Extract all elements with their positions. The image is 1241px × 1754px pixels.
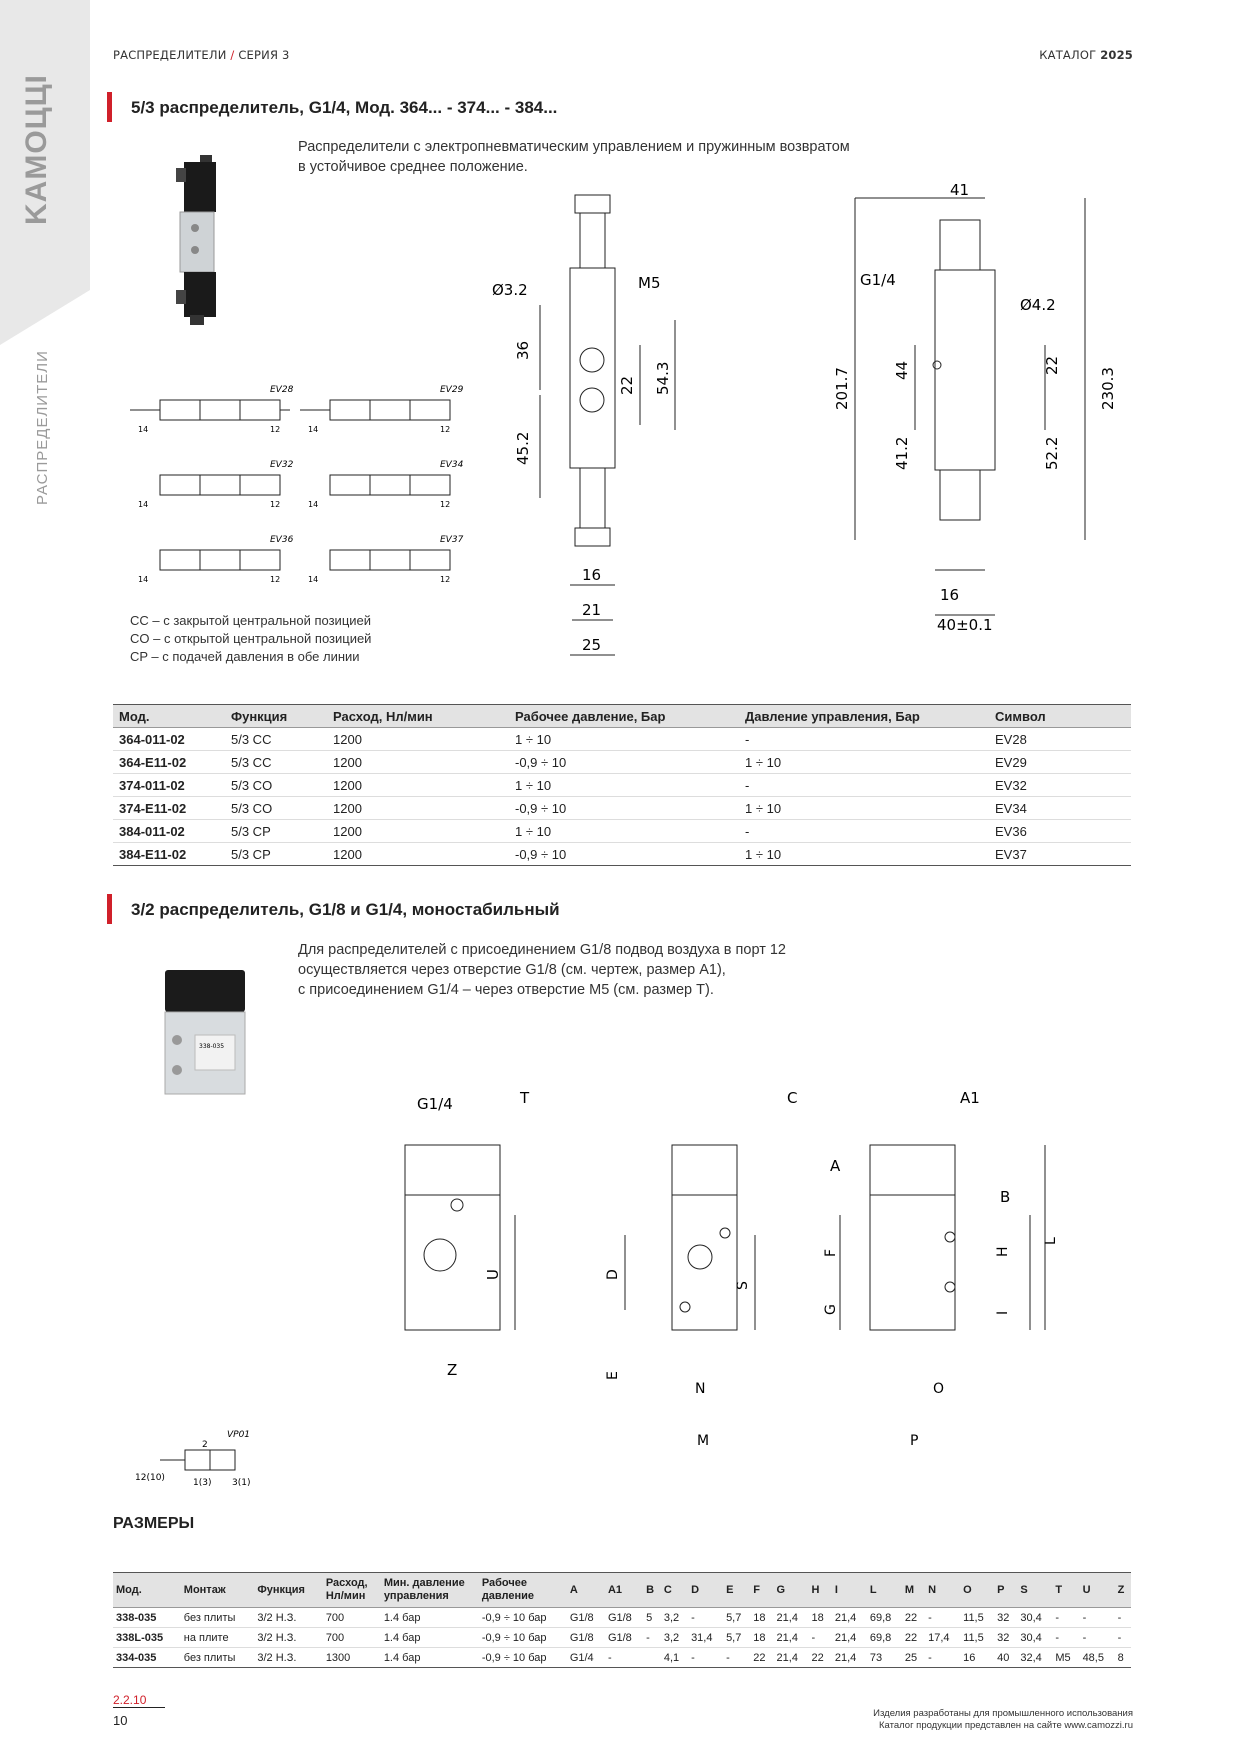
symbol-code: EV36 <box>270 535 294 545</box>
cell: 3/2 Н.З. <box>254 1628 322 1648</box>
page-number: 10 <box>113 1713 128 1728</box>
svg-text:12: 12 <box>270 425 281 434</box>
cell: 69,8 <box>867 1608 902 1628</box>
symbol-code: VP01 <box>227 1430 251 1440</box>
cell: EV29 <box>989 751 1131 774</box>
cell: -0,9 ÷ 10 бар <box>479 1608 567 1628</box>
symbol-code: EV28 <box>270 385 294 395</box>
svg-text:12: 12 <box>270 575 281 584</box>
column-header: Мод. <box>113 705 225 728</box>
cell: 22 <box>750 1648 773 1668</box>
table-header-row <box>113 1573 1131 1608</box>
column-header: A1 <box>605 1573 643 1608</box>
column-header: H <box>809 1573 832 1608</box>
dim-label: 41 <box>950 181 970 199</box>
cell: 11,5 <box>960 1608 994 1628</box>
cell: - <box>1115 1628 1131 1648</box>
cell: - <box>1080 1608 1115 1628</box>
symbol-ev36 <box>138 535 294 584</box>
svg-text:14: 14 <box>308 575 319 584</box>
cell: - <box>739 728 989 751</box>
cell: 1 ÷ 10 <box>509 774 739 797</box>
dim-label: E <box>605 1371 621 1380</box>
svg-text:14: 14 <box>308 500 319 509</box>
cell: 364-011-02 <box>113 728 225 751</box>
cell: - <box>688 1608 723 1628</box>
cell: 17,4 <box>925 1628 960 1648</box>
column-header: T <box>1052 1573 1079 1608</box>
spec-table-53 <box>113 704 1131 866</box>
cell: 5/3 CO <box>225 774 327 797</box>
svg-text:12: 12 <box>440 575 451 584</box>
dim-label: D <box>605 1269 621 1280</box>
sidebar-section-label: РАСПРЕДЕЛИТЕЛИ <box>34 350 51 505</box>
dim-label: 22 <box>1043 355 1061 375</box>
cell: 30,4 <box>1017 1628 1052 1648</box>
cell: 32 <box>994 1608 1017 1628</box>
technical-drawing-32 <box>395 1085 1075 1449</box>
cell: 5,7 <box>723 1628 750 1648</box>
cell: 3/2 Н.З. <box>254 1648 322 1668</box>
column-header: M <box>902 1573 925 1608</box>
cell: 3/2 Н.З. <box>254 1608 322 1628</box>
dim-label: S <box>735 1281 751 1290</box>
cell: 18 <box>750 1628 773 1648</box>
cell: -0,9 ÷ 10 бар <box>479 1628 567 1648</box>
cell: 22 <box>809 1648 832 1668</box>
legend <box>130 612 371 666</box>
legend-item: CC – с закрытой центральной позицией <box>130 613 372 628</box>
dim-label: Ø3.2 <box>492 281 528 299</box>
symbol-ev28 <box>130 385 294 434</box>
table-row <box>113 1648 1131 1668</box>
desc-line: осуществляется через отверстие G1/8 (см. чертеж, размер A1), <box>298 962 726 978</box>
cell: 5 <box>643 1608 661 1628</box>
cell: 1200 <box>327 751 509 774</box>
catalog-year: 2025 <box>1100 48 1133 62</box>
cell: 1200 <box>327 843 509 866</box>
port-label: 1(3) <box>193 1478 212 1488</box>
cell: 4,1 <box>661 1648 688 1668</box>
column-header: Рабочее давление <box>479 1573 567 1608</box>
cell: 18 <box>750 1608 773 1628</box>
cell: 21,4 <box>832 1648 867 1668</box>
column-header: Функция <box>254 1573 322 1608</box>
symbol-ev37 <box>308 535 464 584</box>
section2-title: 3/2 распределитель, G1/8 и G1/4, моностабильный <box>131 900 560 919</box>
cell: 1 ÷ 10 <box>739 751 989 774</box>
cell: 32,4 <box>1017 1648 1052 1668</box>
cell: 5/3 CP <box>225 843 327 866</box>
symbol-code: EV37 <box>440 535 464 545</box>
section-number: 2.2.10 <box>113 1693 165 1708</box>
table-header-row <box>113 705 1131 728</box>
cell: 384-E11-02 <box>113 843 225 866</box>
cell: 1300 <box>323 1648 381 1668</box>
cell: 40 <box>994 1648 1017 1668</box>
cell: 18 <box>809 1608 832 1628</box>
breadcrumb-section: РАСПРЕДЕЛИТЕЛИ <box>113 48 227 62</box>
cell: 334-035 <box>113 1648 181 1668</box>
cell: на плите <box>181 1628 255 1648</box>
column-header: Расход, Нл/мин <box>327 705 509 728</box>
cell: 5/3 CO <box>225 797 327 820</box>
cell: - <box>1052 1608 1079 1628</box>
cell: EV28 <box>989 728 1131 751</box>
column-header: B <box>643 1573 661 1608</box>
dim-label: C <box>787 1089 798 1107</box>
cell: -0,9 ÷ 10 бар <box>479 1648 567 1668</box>
cell: 21,4 <box>832 1628 867 1648</box>
dim-label: 44 <box>893 360 911 380</box>
column-header: G <box>774 1573 809 1608</box>
dim-label: N <box>695 1381 706 1397</box>
breadcrumb-separator: / <box>230 48 235 62</box>
column-header: Мин. давление управления <box>381 1573 479 1608</box>
dim-label: 54.3 <box>654 361 672 395</box>
port-label: 12(10) <box>135 1473 165 1483</box>
cell: 21,4 <box>774 1608 809 1628</box>
column-header: Мод. <box>113 1573 181 1608</box>
cell: - <box>643 1628 661 1648</box>
dim-label: O <box>933 1381 945 1397</box>
column-header: A <box>567 1573 605 1608</box>
symbol-ev29 <box>300 385 464 434</box>
cell: 384-011-02 <box>113 820 225 843</box>
dim-label: P <box>910 1433 919 1449</box>
cell: G1/8 <box>605 1608 643 1628</box>
desc-line: с присоединением G1/4 – через отверстие M5 (см. размер T). <box>298 982 714 998</box>
dim-label: A <box>830 1157 841 1175</box>
cell: 3,2 <box>661 1628 688 1648</box>
cell: 338L-035 <box>113 1628 181 1648</box>
sizes-heading: РАЗМЕРЫ <box>113 1515 195 1532</box>
column-header: L <box>867 1573 902 1608</box>
dim-label: F <box>823 1248 839 1257</box>
dim-label: G1/4 <box>417 1095 453 1113</box>
svg-text:12: 12 <box>270 500 281 509</box>
cell: 11,5 <box>960 1628 994 1648</box>
cell: EV37 <box>989 843 1131 866</box>
cell: - <box>688 1648 723 1668</box>
cell: - <box>925 1648 960 1668</box>
cell: 1 ÷ 10 <box>509 728 739 751</box>
column-header: N <box>925 1573 960 1608</box>
section2-redbar <box>107 894 112 924</box>
cell: G1/8 <box>567 1628 605 1648</box>
column-header: S <box>1017 1573 1052 1608</box>
dim-label: Ø4.2 <box>1020 296 1056 314</box>
sidebar-triangle <box>0 290 90 345</box>
section1-title: 5/3 распределитель, G1/4, Мод. 364... - 374... - 384... <box>131 98 558 117</box>
symbol-code: EV29 <box>440 385 464 395</box>
svg-text:14: 14 <box>308 425 319 434</box>
column-header: F <box>750 1573 773 1608</box>
cell: 1200 <box>327 728 509 751</box>
cell: G1/8 <box>605 1628 643 1648</box>
dim-label: G1/4 <box>860 271 896 289</box>
port-label: 3(1) <box>232 1478 251 1488</box>
cell: 374-011-02 <box>113 774 225 797</box>
cell: - <box>809 1628 832 1648</box>
table-row <box>113 1608 1131 1628</box>
dim-label: 45.2 <box>514 431 532 465</box>
cell: - <box>739 774 989 797</box>
section1-redbar <box>107 92 112 122</box>
dim-label: H <box>995 1246 1011 1257</box>
section1-description <box>298 137 850 177</box>
product-photo-valve <box>170 150 250 330</box>
dim-label: 230.3 <box>1099 367 1117 410</box>
cell: 21,4 <box>774 1648 809 1668</box>
cell: - <box>723 1648 750 1668</box>
cell: - <box>925 1608 960 1628</box>
dim-label: 21 <box>582 601 602 619</box>
column-header: Рабочее давление, Бар <box>509 705 739 728</box>
dim-label: 52.2 <box>1043 436 1061 470</box>
cell: 69,8 <box>867 1628 902 1648</box>
cell: - <box>739 820 989 843</box>
dim-label: G <box>823 1304 839 1315</box>
dim-label: 36 <box>514 340 532 360</box>
pneumatic-symbols <box>120 370 464 600</box>
product-label: 338-035 <box>199 1043 225 1050</box>
breadcrumb <box>113 48 290 62</box>
desc-line: Распределители с электропневматическим управлением и пружинным возвратом <box>298 139 850 155</box>
table-row <box>113 751 1131 774</box>
table-row <box>113 774 1131 797</box>
cell: -0,9 ÷ 10 <box>509 751 739 774</box>
cell: 1200 <box>327 820 509 843</box>
dim-label: 16 <box>582 566 602 584</box>
cell: 1.4 бар <box>381 1608 479 1628</box>
desc-line: Для распределителей с присоединением G1/8 подвод воздуха в порт 12 <box>298 942 786 958</box>
cell: EV34 <box>989 797 1131 820</box>
column-header: Символ <box>989 705 1131 728</box>
port-label: 2 <box>202 1440 208 1450</box>
cell: -0,9 ÷ 10 <box>509 843 739 866</box>
dim-label: 41.2 <box>893 436 911 470</box>
cell: 16 <box>960 1648 994 1668</box>
cell: 30,4 <box>1017 1608 1052 1628</box>
cell: 1200 <box>327 774 509 797</box>
cell: 1.4 бар <box>381 1648 479 1668</box>
cell: - <box>1115 1608 1131 1628</box>
table-row <box>113 728 1131 751</box>
cell <box>643 1648 661 1668</box>
desc-line: в устойчивое среднее положение. <box>298 159 528 175</box>
legend-item: CO – с открытой центральной позицией <box>130 631 372 646</box>
cell: 5,7 <box>723 1608 750 1628</box>
product-photo-32-valve <box>150 960 260 1100</box>
column-header: P <box>994 1573 1017 1608</box>
cell: 31,4 <box>688 1628 723 1648</box>
cell: G1/4 <box>567 1648 605 1668</box>
catalog-text: КАТАЛОГ <box>1039 48 1097 62</box>
cell: 32 <box>994 1628 1017 1648</box>
cell: G1/8 <box>567 1608 605 1628</box>
table-row <box>113 1628 1131 1648</box>
technical-drawing-front <box>480 180 700 660</box>
cell: -0,9 ÷ 10 <box>509 797 739 820</box>
footer-line: Изделия разработаны для промышленного использования <box>873 1708 1133 1719</box>
column-header: E <box>723 1573 750 1608</box>
symbol-code: EV34 <box>440 460 464 470</box>
svg-text:12: 12 <box>440 500 451 509</box>
cell: - <box>605 1648 643 1668</box>
cell: 1200 <box>327 797 509 820</box>
svg-text:14: 14 <box>138 575 149 584</box>
cell: 1 ÷ 10 <box>739 797 989 820</box>
column-header: I <box>832 1573 867 1608</box>
column-header: D <box>688 1573 723 1608</box>
cell: EV32 <box>989 774 1131 797</box>
dim-label: 25 <box>582 636 602 654</box>
cell: 700 <box>323 1608 381 1628</box>
breadcrumb-series: СЕРИЯ 3 <box>238 48 290 62</box>
cell: 25 <box>902 1648 925 1668</box>
table-row <box>113 820 1131 843</box>
cell: 5/3 CC <box>225 751 327 774</box>
cell: EV36 <box>989 820 1131 843</box>
dim-label: 201.7 <box>833 367 851 410</box>
legend-item: CP – с подачей давления в обе линии <box>130 649 360 664</box>
cell: 3,2 <box>661 1608 688 1628</box>
cell: 21,4 <box>774 1628 809 1648</box>
dim-label: T <box>520 1089 530 1107</box>
symbol-code: EV32 <box>270 460 294 470</box>
cell: 1 ÷ 10 <box>509 820 739 843</box>
cell: 700 <box>323 1628 381 1648</box>
column-header: U <box>1080 1573 1115 1608</box>
cell: 5/3 CC <box>225 728 327 751</box>
cell: M5 <box>1052 1648 1079 1668</box>
svg-text:14: 14 <box>138 425 149 434</box>
dim-label: 16 <box>940 586 960 604</box>
cell: 364-E11-02 <box>113 751 225 774</box>
column-header: O <box>960 1573 994 1608</box>
cell: 22 <box>902 1628 925 1648</box>
table-row <box>113 797 1131 820</box>
cell: 5/3 CP <box>225 820 327 843</box>
dim-label: 40±0.1 <box>937 616 993 634</box>
cell: 73 <box>867 1648 902 1668</box>
cell: 338-035 <box>113 1608 181 1628</box>
sizes-table <box>113 1572 1131 1668</box>
dim-label: I <box>995 1310 1011 1315</box>
column-header: Функция <box>225 705 327 728</box>
column-header: Давление управления, Бар <box>739 705 989 728</box>
svg-text:12: 12 <box>440 425 451 434</box>
cell: 1 ÷ 10 <box>739 843 989 866</box>
footer-note <box>873 1708 1133 1732</box>
cell: без плиты <box>181 1648 255 1668</box>
column-header: C <box>661 1573 688 1608</box>
column-header: Монтаж <box>181 1573 255 1608</box>
cell: 8 <box>1115 1648 1131 1668</box>
dim-label: U <box>484 1269 502 1280</box>
section2-description <box>298 940 786 1000</box>
dim-label: 22 <box>618 375 636 395</box>
symbol-ev34 <box>308 460 464 509</box>
cell: 21,4 <box>832 1608 867 1628</box>
brand-logo: KAMOЦЦI <box>20 74 53 225</box>
dim-label: L <box>1043 1237 1059 1245</box>
cell: без плиты <box>181 1608 255 1628</box>
dim-label: A1 <box>960 1089 980 1107</box>
technical-drawing-side <box>825 180 1145 650</box>
cell: 48,5 <box>1080 1648 1115 1668</box>
dim-label: M5 <box>638 274 661 292</box>
dim-label: M <box>697 1433 710 1449</box>
dim-label: Z <box>447 1361 458 1379</box>
cell: 1.4 бар <box>381 1628 479 1648</box>
symbol-ev32 <box>138 460 294 509</box>
table-row <box>113 843 1131 866</box>
dim-label: B <box>1000 1188 1011 1206</box>
cell: - <box>1052 1628 1079 1648</box>
catalog-label <box>1039 48 1133 62</box>
cell: - <box>1080 1628 1115 1648</box>
column-header: Расход, Нл/мин <box>323 1573 381 1608</box>
cell: 374-E11-02 <box>113 797 225 820</box>
cell: 22 <box>902 1608 925 1628</box>
column-header: Z <box>1115 1573 1131 1608</box>
footer-line: Каталог продукции представлен на сайте www.camozzi.ru <box>879 1720 1133 1731</box>
symbol-vp01 <box>130 1425 260 1495</box>
svg-text:14: 14 <box>138 500 149 509</box>
